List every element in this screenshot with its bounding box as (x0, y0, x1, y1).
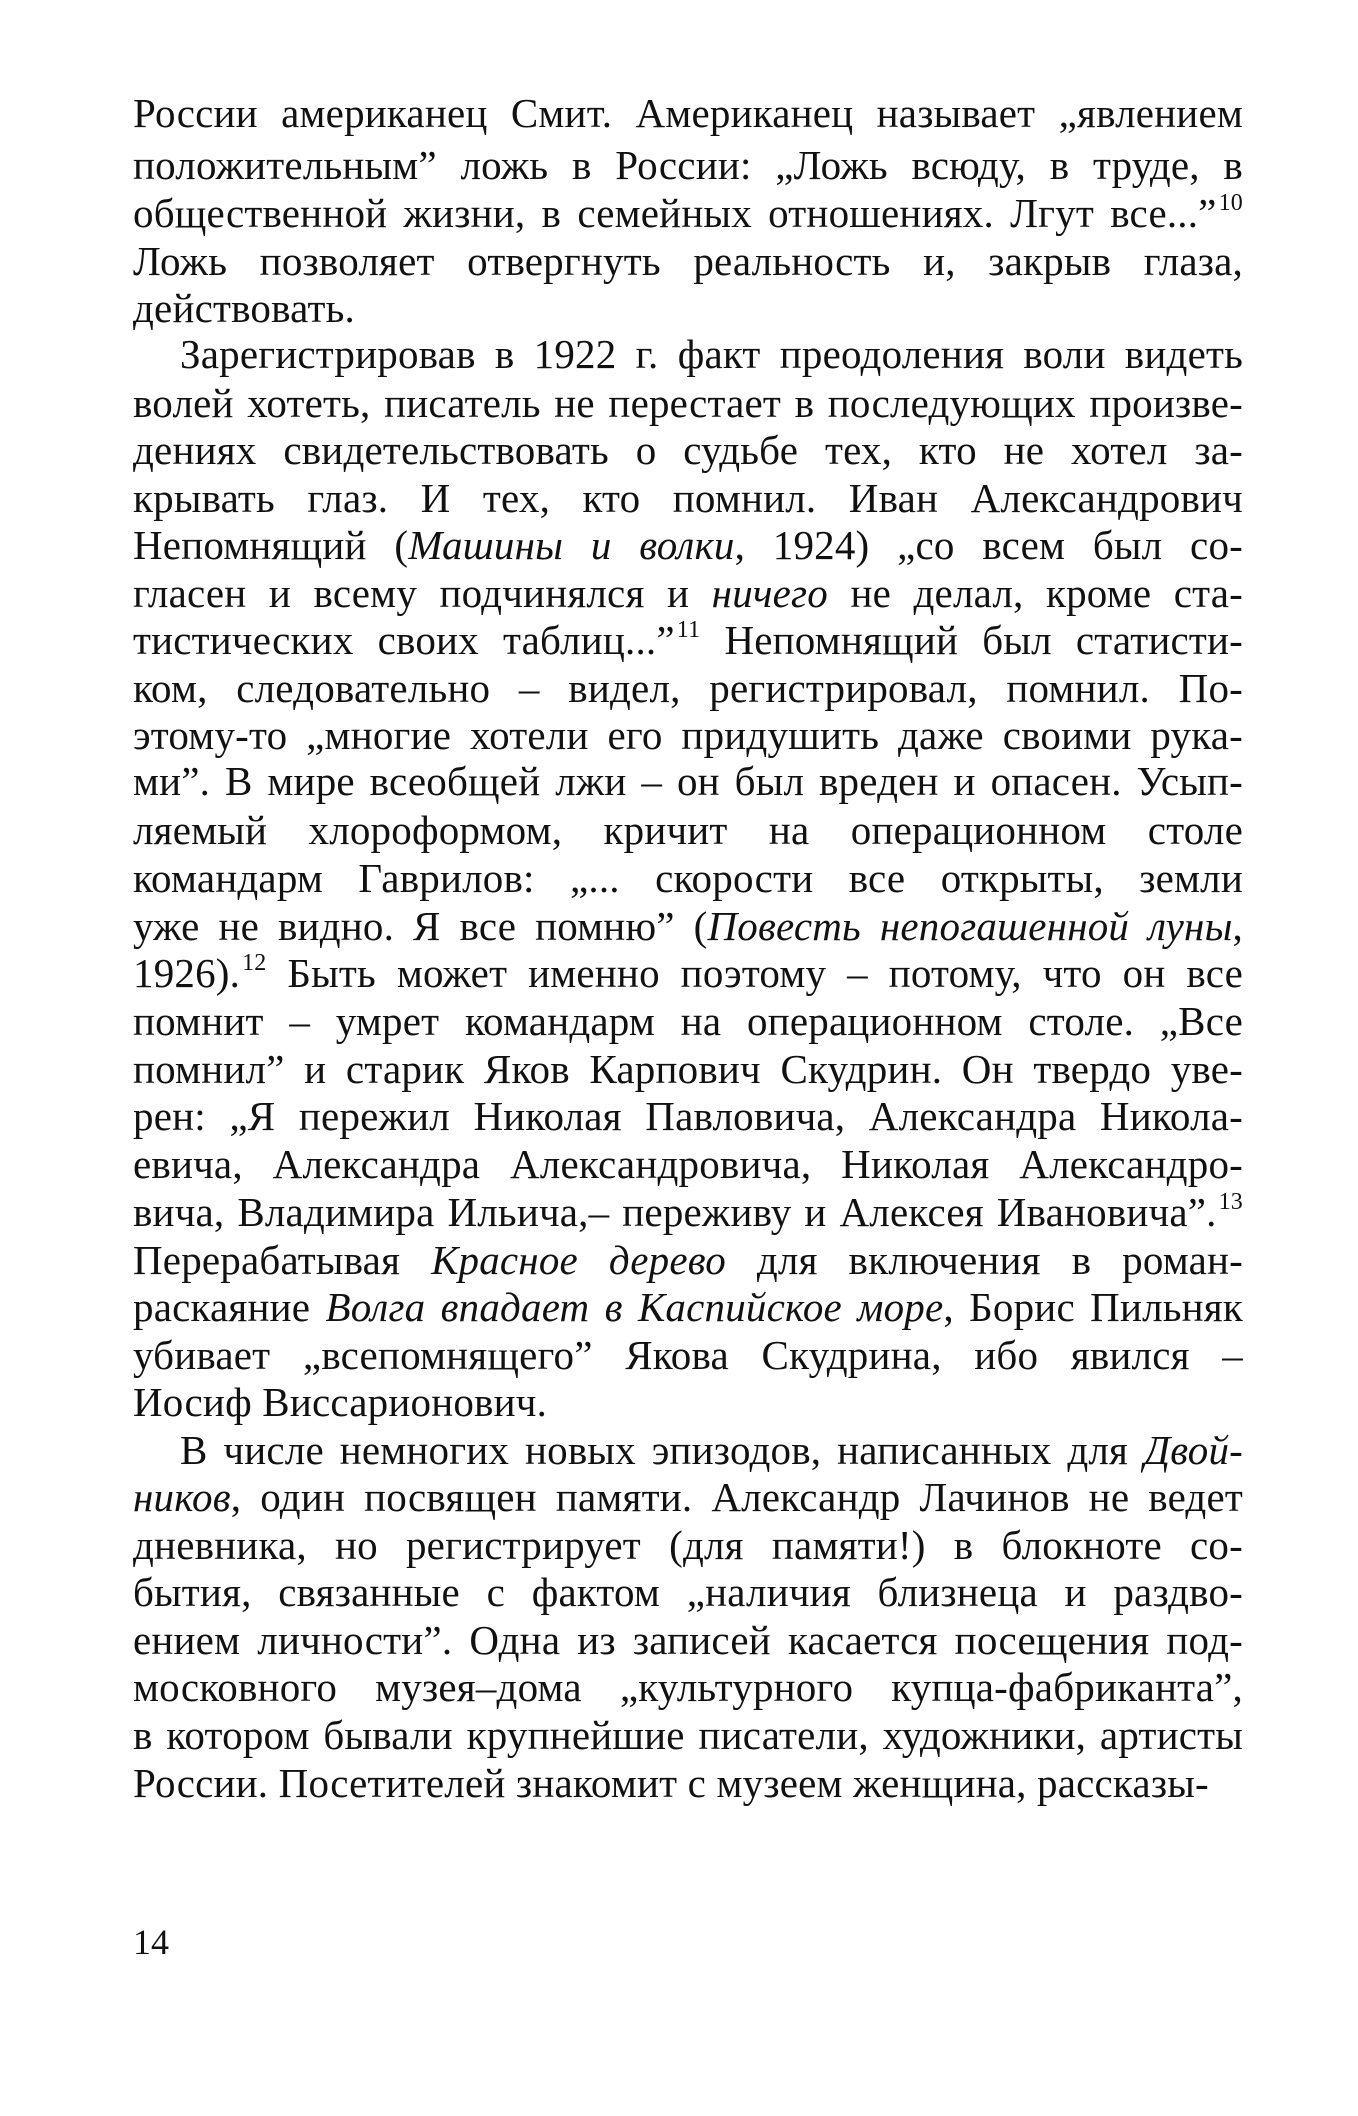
text-span: , 1924) „со всем был со- (734, 522, 1243, 568)
text-line (180, 1425, 1243, 1475)
text-line (133, 756, 1243, 806)
text-span: Перерабатывая (133, 1237, 432, 1283)
text-span: ляемый хлороформом, кричит на операционном столе (133, 807, 1243, 853)
text-line (133, 1282, 1243, 1332)
text-line (133, 1567, 1243, 1617)
text-span: Непомнящий ( (133, 522, 409, 568)
text-span: бытия, связанные с фактом „наличия близнеца и раздво- (133, 1569, 1243, 1615)
text-span: Непомнящий был статисти- (700, 617, 1243, 663)
text-line (133, 1472, 1243, 1522)
text-span: помнит – умрет командарм на операционном столе. „Все (133, 998, 1243, 1044)
text-span: для включения в роман- (725, 1237, 1243, 1283)
page-number: 14 (133, 1922, 169, 1962)
text-span: раскаяние (133, 1284, 326, 1330)
text-span: этому-то „многие хотели его придушить даже своими рука- (133, 712, 1243, 758)
text-span: ми”. В мире всеобщей лжи – он был вреден и опасен. Усып- (133, 758, 1243, 804)
text-line (133, 805, 1243, 855)
text-line (133, 140, 1243, 190)
text-span: дневника, но регистрирует (для памяти!) в блокноте со- (133, 1522, 1243, 1568)
footnote-marker: 13 (1218, 1189, 1243, 1215)
text-span: евича, Александра Александровича, Николая Александро- (133, 1141, 1243, 1187)
text-span: не делал, кроме ста- (827, 570, 1244, 616)
text-line (133, 948, 1243, 998)
text-line (133, 188, 1243, 238)
text-span: гласен и всему подчинялся и (133, 570, 712, 616)
text-line (133, 425, 1243, 475)
text-span: крывать глаз. И тех, кто помнил. Иван Александрович (133, 475, 1243, 521)
text-line (133, 473, 1243, 523)
text-span: Ложь позволяет отвергнуть реальность и, закрыв глаза, (133, 238, 1243, 284)
text-span: , Борис Пильняк (943, 1284, 1243, 1330)
text-line (133, 901, 1243, 951)
text-span: командарм Гаврилов: „... скорости все открыты, земли (133, 855, 1243, 901)
text-span: действовать. (133, 285, 355, 331)
text-line (133, 1520, 1243, 1570)
italic-title: ников (133, 1474, 231, 1520)
text-line (133, 1091, 1243, 1141)
text-span: в котором бывали крупнейшие писатели, художники, артисты (133, 1712, 1243, 1758)
text-span: уже не видно. Я все помню” ( (133, 903, 708, 949)
text-span: России американец Смит. Американец называет „явлением (133, 90, 1243, 136)
text-span: положительным” ложь в России: „Ложь всюду, в труде, в (133, 142, 1243, 188)
italic-title: Повесть непогашенной луны (707, 903, 1233, 949)
italic-title: ничего (711, 570, 828, 616)
text-line (133, 568, 1243, 618)
text-line (133, 520, 1243, 570)
text-span: дениях свидетельствовать о судьбе тех, кто не хотел за- (133, 427, 1243, 473)
text-line (133, 1235, 1243, 1285)
text-span: Зарегистрировав в 1922 г. факт преодоления воли видеть (180, 331, 1243, 377)
text-line (133, 1139, 1243, 1189)
text-span: волей хотеть, писатель не перестает в последующих произве- (133, 380, 1243, 426)
text-line (133, 1187, 1243, 1237)
text-line (133, 996, 1243, 1046)
text-span: общественной жизни, в семейных отношениях. Лгут все...” (133, 190, 1217, 236)
text-span: ком, следовательно – видел, регистрировал, помнил. По- (133, 665, 1243, 711)
text-span: России. Посетителей знакомит с музеем женщина, рассказы- (133, 1760, 1209, 1806)
text-line (133, 853, 1243, 903)
text-line (133, 1662, 1243, 1712)
text-line (133, 663, 1243, 713)
text-span: вича, Владимира Ильича,– переживу и Алексея Ивановича”. (133, 1189, 1217, 1235)
text-span: Иосиф Виссарионович. (133, 1379, 548, 1425)
italic-title: Двой- (1144, 1427, 1243, 1473)
text-span: Быть может именно поэтому – потому, что он все (266, 950, 1243, 996)
text-line (133, 1044, 1243, 1094)
text-line (133, 236, 1243, 286)
text-line (133, 88, 1243, 138)
text-line (133, 283, 1243, 333)
text-line (133, 1615, 1243, 1665)
italic-title: Волга впадает в Каспийское море (325, 1284, 944, 1330)
footnote-marker: 10 (1218, 190, 1243, 216)
text-line (180, 329, 1243, 379)
text-span: 1926). (133, 950, 241, 996)
footnote-marker: 11 (676, 617, 701, 643)
text-span: , один посвящен памяти. Александр Лачинов не ведет (230, 1474, 1243, 1520)
text-span: московного музея–дома „культурного купца-фабриканта”, (133, 1664, 1243, 1710)
text-line (133, 1330, 1243, 1380)
text-line (133, 1710, 1243, 1760)
italic-title: Машины и волки (408, 522, 735, 568)
footnote-marker: 12 (242, 950, 267, 976)
text-span: , (1232, 903, 1243, 949)
text-span: В числе немногих новых эпизодов, написанных для (180, 1427, 1144, 1473)
text-line (133, 615, 1243, 665)
text-span: помнил” и старик Яков Карпович Скудрин. Он твердо уве- (133, 1046, 1243, 1092)
text-span: тистических своих таблиц...” (133, 617, 675, 663)
text-line (133, 1758, 1243, 1808)
text-span: убивает „всепомнящего” Якова Скудрина, ибо явился – (133, 1332, 1243, 1378)
text-line (133, 378, 1243, 428)
text-line (133, 1377, 1243, 1427)
text-line (133, 710, 1243, 760)
text-span: рен: „Я пережил Николая Павловича, Александра Никола- (133, 1093, 1243, 1139)
italic-title: Красное дерево (431, 1237, 726, 1283)
text-span: ением личности”. Одна из записей касается посещения под- (133, 1617, 1243, 1663)
